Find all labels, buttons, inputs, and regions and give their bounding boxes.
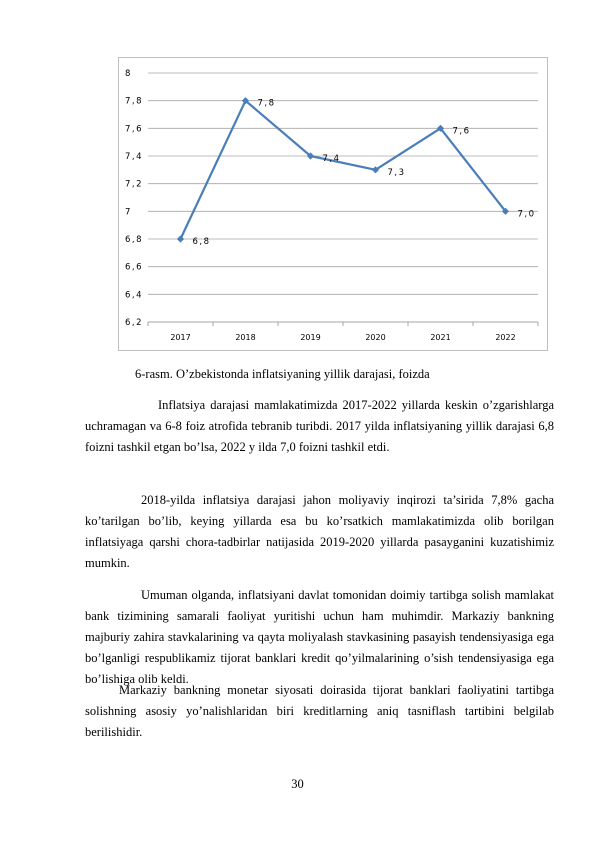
y-tick-label: 7 bbox=[125, 207, 132, 218]
data-label: 6,8 bbox=[192, 237, 211, 247]
y-tick-label: 7,6 bbox=[125, 124, 144, 135]
x-tick-label: 2020 bbox=[365, 333, 386, 342]
data-label: 7,3 bbox=[387, 167, 406, 178]
x-tick-label: 2021 bbox=[430, 333, 451, 342]
y-tick-label: 7,2 bbox=[125, 179, 144, 190]
y-tick-label: 7,8 bbox=[125, 96, 144, 107]
y-tick-label: 7,4 bbox=[125, 152, 144, 162]
data-label: 7,0 bbox=[517, 209, 536, 220]
y-tick-label: 8 bbox=[125, 69, 132, 79]
y-tick-label: 6,4 bbox=[125, 290, 144, 301]
inflation-line-chart bbox=[118, 57, 548, 351]
x-tick-label: 2018 bbox=[235, 333, 256, 342]
data-point-marker bbox=[177, 235, 184, 242]
paragraph-3: Umuman olganda, inflatsiyani davlat tomonidan doimiy tartibga solish mamlakat bank tizimining samarali faoliyat yuritishi uchun ham muhimdir. Markaziy bankning majburiy zahira stavkalarining va qayta moliyalash stavkasining pasayish tendensiyasiga ega bo’lganligi respublikamiz tijorat banklari kredit qo’yilmalarining o’sish tendensiyasiga ega bo’lishiga olib keldi. bbox=[85, 588, 554, 686]
data-label: 7,6 bbox=[452, 126, 471, 137]
page-number: 30 bbox=[291, 777, 304, 791]
y-tick-label: 6,8 bbox=[125, 235, 144, 245]
paragraph-2: 2018-yilda inflatsiya darajasi jahon moliyaviy inqirozi ta’sirida 7,8% gacha ko’tarilgan bo’lib, keying yillarda esa bu ko’rsatkich mamlakatimizda olib borilgan inflatsiyaga qarshi chora-tadbirlar natijasida 2019-2020 yillarda pasayganini kuzatishimiz mumkin. bbox=[85, 493, 554, 570]
figure-caption: 6-rasm. O’zbekistonda inflatsiyaning yillik darajasi, foizda bbox=[135, 367, 430, 381]
paragraph-4: Markaziy bankning monetar siyosati doirasida tijorat banklari faoliyatini tartibga solishning asosiy yo’nalishlaridan biri kreditlarning aniq tasniflash tartibini belgilab berilishidir. bbox=[85, 683, 554, 739]
series-line bbox=[181, 98, 506, 239]
data-label: 7,4 bbox=[322, 154, 341, 164]
data-label: 7,8 bbox=[257, 98, 276, 109]
y-tick-label: 6,2 bbox=[125, 318, 144, 328]
paragraph-1: Inflatsiya darajasi mamlakatimizda 2017-2022 yillarda keskin o’zgarishlarga uchramagan va 6-8 foiz atrofida tebranib turibdi. 2017 yilda inflatsiyaning yillik darajasi 6,8 foizni tashkil etgan bo’lsa, 2022 y ilda 7,0 foizni tashkil etdi. bbox=[85, 398, 554, 454]
chart-svg bbox=[119, 58, 549, 352]
y-tick-label: 6,6 bbox=[125, 262, 144, 273]
x-tick-label: 2017 bbox=[170, 333, 191, 342]
x-tick-label: 2019 bbox=[300, 333, 321, 342]
x-tick-label: 2022 bbox=[495, 333, 516, 342]
